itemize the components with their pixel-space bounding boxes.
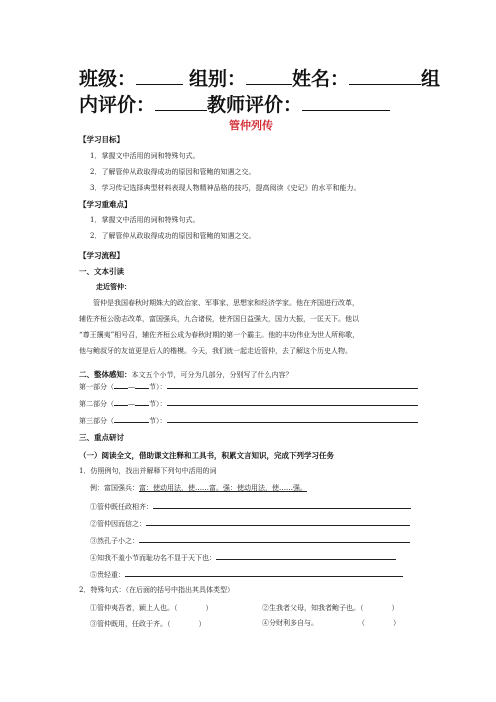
part2-prompt: 本文五个小节，可分为几部分，分别写了什么内容？	[131, 371, 293, 379]
objective-item: 3．学习传记选择典型材料表现人物精神品格的技巧，提高阅读《史记》的水平和能力。	[90, 184, 361, 192]
key-point-item: 2．了解管仲从政取得成功的原因和管鲍的知遇之交。	[90, 232, 256, 240]
task1-answer-field[interactable]	[153, 500, 411, 509]
part-row-dash: —	[128, 400, 135, 408]
part-row-end-field[interactable]	[135, 380, 149, 389]
part2-heading-row	[79, 362, 293, 381]
task2-answer-field[interactable]	[178, 602, 206, 610]
task2-item-close: ）	[205, 604, 213, 612]
task1-item-row	[90, 517, 410, 529]
part-row-dash: —	[128, 383, 135, 391]
part1-heading: 一、文本引读	[79, 267, 124, 276]
part-row-end-label: 节）：	[149, 417, 167, 425]
part-row-content-field[interactable]	[167, 414, 418, 423]
task1-item-row	[90, 500, 411, 512]
task2-item-close: ）	[198, 620, 206, 628]
group-eval-label-a: 组	[421, 68, 441, 90]
part-row-label: 第二部分（	[79, 400, 114, 408]
task1-answer-field[interactable]	[139, 534, 410, 543]
task2-answer-field[interactable]	[364, 602, 392, 610]
task2-item-text: ④分财利多自与。	[262, 619, 318, 627]
task2-item-right	[262, 618, 400, 628]
part-row-range-field[interactable]	[114, 414, 149, 423]
intro-paragraph-line: 管仲是我国春秋时期姝大的政治家、军事家、思想家和经济学家。他在齐国进行改革，	[93, 299, 359, 307]
task2-item-text: ②生我者父母，知我者鲍子也。（	[262, 604, 364, 612]
teacher-eval-label: 教师评价：	[207, 94, 303, 116]
task1-item-row	[90, 551, 396, 563]
task2-heading: 2．特殊句式：（在后面的括号中指出其具体类型）	[79, 586, 234, 594]
task2-item-left	[90, 602, 213, 613]
task1-item: ①管仲既任政相齐：	[90, 503, 153, 511]
objectives-heading: 【学习目标】	[79, 135, 124, 144]
part-row-end-field[interactable]	[135, 397, 149, 406]
name-label: 姓名：	[292, 68, 350, 90]
task1-answer-field[interactable]	[146, 517, 410, 526]
part-row-end-label: 节）：	[149, 400, 167, 408]
example-body: 富：使动用法，使……富。强：使动用法，使……强。	[139, 484, 307, 492]
group-eval-label-b: 内评价：	[79, 94, 156, 116]
group-label: 组别：	[189, 68, 247, 90]
part3-sub1: （一）阅读全文，借助课文注释和工具书，积累文言知识，完成下列学习任务	[79, 451, 334, 460]
objective-item: 1．掌握文中活用的词和特殊句式。	[90, 152, 200, 160]
task2-item-text: ①管仲夷吾者，颍上人也。（	[90, 604, 178, 612]
task1-item-row	[90, 534, 410, 546]
intro-paragraph-line: 辅佐齐桓公励志改革，富国强兵，九合诸侯，使齐国日益强大，国力大振，一匡天下。他以	[79, 315, 359, 323]
key-points-heading: 【学习重难点】	[79, 200, 132, 209]
example-row	[90, 483, 307, 493]
task1-heading: 1．仿照例句，找出并解释下列句中活用的词	[79, 467, 217, 475]
part-row-label: 第一部分（	[79, 383, 114, 391]
part-row-start-field[interactable]	[114, 397, 128, 406]
task1-item-row	[90, 568, 403, 580]
task1-answer-field[interactable]	[216, 551, 396, 560]
page-title: 管仲列传	[229, 119, 273, 132]
task2-item-close: （ ）	[358, 619, 400, 627]
name-field[interactable]	[349, 66, 421, 85]
intro-paragraph-line: 他与鲍叔牙的友谊更是后人的楷模。今天，我们就一起走近管仲，去了解这个历史人物。	[79, 347, 352, 355]
part-row-content-field[interactable]	[167, 397, 418, 406]
task2-item-close: ）	[391, 604, 399, 612]
teacher-eval-field[interactable]	[302, 92, 390, 111]
part-row-start-field[interactable]	[114, 380, 128, 389]
objective-item: 2．了解管仲从政取得成功的原因和管鲍的知遇之交。	[90, 168, 256, 176]
part-row-label: 第三部分（	[79, 417, 114, 425]
task2-item-text: ③管仲既用，任政于齐。（	[90, 620, 171, 628]
example-prefix: 例：富国强兵：	[90, 484, 139, 492]
process-heading: 【学习流程】	[79, 251, 124, 260]
part2-heading: 二、整体感知：	[79, 370, 132, 379]
group-field[interactable]	[246, 66, 292, 85]
header-line-1	[79, 66, 440, 91]
class-field[interactable]	[136, 66, 183, 85]
part-row-1	[79, 380, 418, 392]
task1-item: ③然孔子小之：	[90, 537, 139, 545]
intro-paragraph-line: “尊王攘夷”相号召，辅佐齐桓公成为春秋时期的第一个霸主。他的丰功伟业为世人所称歌，	[79, 331, 360, 339]
task2-item-right	[262, 602, 399, 613]
key-point-item: 1．掌握文中活用的词和特殊句式。	[90, 216, 200, 224]
part3-heading: 三、重点研讨	[79, 433, 124, 442]
class-label: 班级：	[79, 68, 137, 90]
group-eval-field[interactable]	[155, 92, 207, 111]
part-row-2	[79, 397, 418, 409]
task2-item-left	[90, 618, 206, 629]
part-row-end-label: 节）：	[149, 383, 167, 391]
task2-answer-field[interactable]	[171, 618, 199, 626]
task1-item: ⑤贵轻重：	[90, 571, 125, 579]
task1-item: ②管仲因而信之：	[90, 520, 146, 528]
part-row-3	[79, 414, 418, 426]
part-row-content-field[interactable]	[167, 380, 418, 389]
task1-item: ④知我不羞小节而耻功名不显于天下也：	[90, 554, 216, 562]
header-line-2	[79, 92, 390, 117]
part1-subheading: 走近管仲：	[96, 283, 131, 291]
task1-answer-field[interactable]	[125, 568, 403, 577]
